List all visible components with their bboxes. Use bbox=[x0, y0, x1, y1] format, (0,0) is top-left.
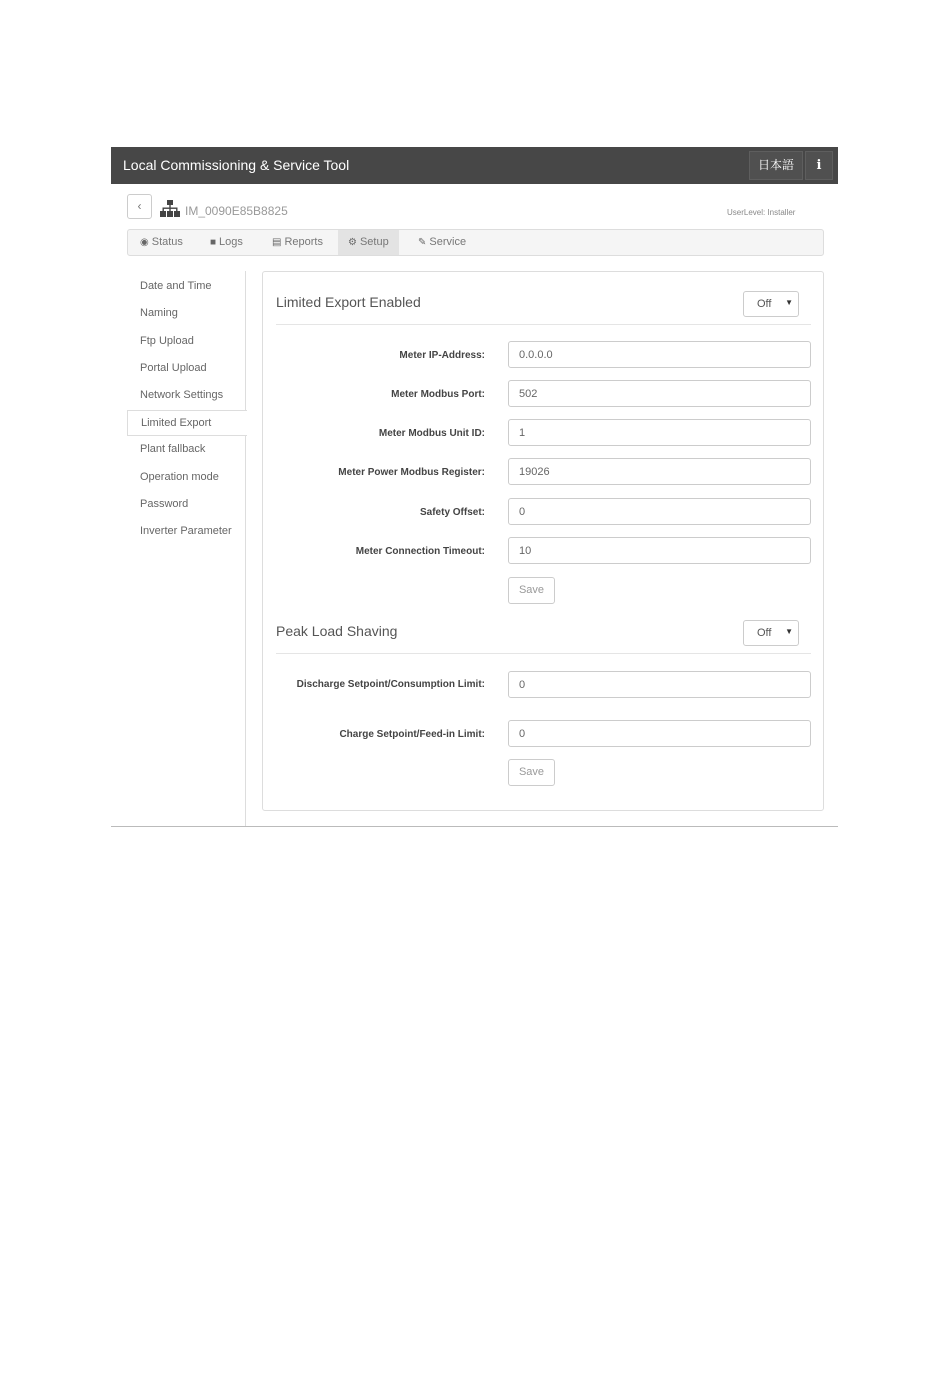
discharge-setpoint-label: Discharge Setpoint/Consumption Limit: bbox=[296, 679, 485, 690]
meter-modbus-unit-id-label: Meter Modbus Unit ID: bbox=[378, 428, 485, 439]
footer-divider bbox=[111, 826, 838, 827]
file-icon: ▤ bbox=[272, 237, 282, 248]
meter-ip-label: Meter IP-Address: bbox=[399, 350, 485, 361]
device-id: IM_0090E85B8825 bbox=[185, 204, 288, 218]
sitemap-icon bbox=[160, 200, 180, 217]
sidebar-item-naming[interactable]: Naming bbox=[140, 307, 178, 319]
safety-offset-input[interactable] bbox=[508, 498, 811, 525]
sidebar-item-network-settings[interactable]: Network Settings bbox=[140, 389, 224, 401]
cogs-icon: ⚙ bbox=[348, 237, 357, 248]
settings-panel bbox=[262, 271, 824, 811]
sidebar-item-date-and-time[interactable]: Date and Time bbox=[140, 280, 212, 292]
limited-export-title: Limited Export Enabled bbox=[276, 294, 421, 310]
meter-power-register-label: Meter Power Modbus Register: bbox=[338, 467, 485, 478]
title-bar bbox=[111, 147, 838, 184]
peak-load-title: Peak Load Shaving bbox=[276, 623, 398, 639]
section-divider bbox=[276, 324, 811, 325]
section-divider bbox=[276, 653, 811, 654]
limited-export-select[interactable] bbox=[743, 291, 799, 317]
sidebar-item-password[interactable]: Password bbox=[140, 498, 189, 510]
peak-load-select[interactable] bbox=[743, 620, 799, 646]
back-button[interactable] bbox=[127, 194, 152, 219]
caret-down-icon: ▼ bbox=[785, 627, 793, 636]
peak-load-save-button[interactable]: Save bbox=[508, 759, 555, 786]
limited-export-save-button[interactable]: Save bbox=[508, 577, 555, 604]
tab-bar bbox=[127, 229, 824, 256]
limited-export-select-value: Off bbox=[757, 298, 772, 310]
meter-connection-timeout-input[interactable] bbox=[508, 537, 811, 564]
meter-connection-timeout-label: Meter Connection Timeout: bbox=[355, 546, 485, 557]
peak-load-select-value: Off bbox=[757, 627, 772, 639]
app-title: Local Commissioning & Service Tool bbox=[123, 157, 350, 173]
book-icon: ■ bbox=[210, 237, 217, 248]
sidebar-item-inverter-parameter[interactable]: Inverter Parameter bbox=[140, 525, 232, 537]
sidebar-item-portal-upload[interactable]: Portal Upload bbox=[140, 362, 207, 374]
info-button[interactable]: i bbox=[805, 151, 833, 180]
safety-offset-label: Safety Offset: bbox=[419, 507, 485, 518]
app-window bbox=[111, 147, 838, 827]
discharge-setpoint-input[interactable] bbox=[508, 671, 811, 698]
charge-setpoint-label: Charge Setpoint/Feed-in Limit: bbox=[339, 729, 485, 740]
sidebar-item-limited-export[interactable]: Limited Export bbox=[127, 410, 247, 436]
tab-setup[interactable]: ⚙ Setup bbox=[338, 230, 399, 255]
sidebar-item-operation-mode[interactable]: Operation mode bbox=[140, 471, 219, 483]
sidebar-divider bbox=[245, 271, 246, 826]
sidebar-item-plant-fallback[interactable]: Plant fallback bbox=[140, 443, 206, 455]
charge-setpoint-input[interactable] bbox=[508, 720, 811, 747]
meter-modbus-unit-id-input[interactable] bbox=[508, 419, 811, 446]
sidebar-item-ftp-upload[interactable]: Ftp Upload bbox=[140, 335, 194, 347]
user-level: UserLevel: Installer bbox=[727, 208, 796, 217]
tab-reports[interactable]: ▤ Reports bbox=[272, 236, 323, 248]
meter-modbus-port-label: Meter Modbus Port: bbox=[391, 389, 485, 400]
wrench-icon: ✎ bbox=[418, 237, 427, 248]
meter-power-register-input[interactable] bbox=[508, 458, 811, 485]
caret-down-icon: ▼ bbox=[785, 298, 793, 307]
tab-status[interactable]: ◉ Status bbox=[140, 236, 183, 248]
meter-modbus-port-input[interactable] bbox=[508, 380, 811, 407]
chevron-left-icon: ‹ bbox=[137, 199, 142, 213]
language-button[interactable]: 日本語 bbox=[749, 151, 803, 180]
tab-logs[interactable]: ■ Logs bbox=[210, 236, 243, 248]
eye-icon: ◉ bbox=[140, 237, 149, 248]
meter-ip-input[interactable] bbox=[508, 341, 811, 368]
tab-service[interactable]: ✎ Service bbox=[418, 236, 467, 248]
